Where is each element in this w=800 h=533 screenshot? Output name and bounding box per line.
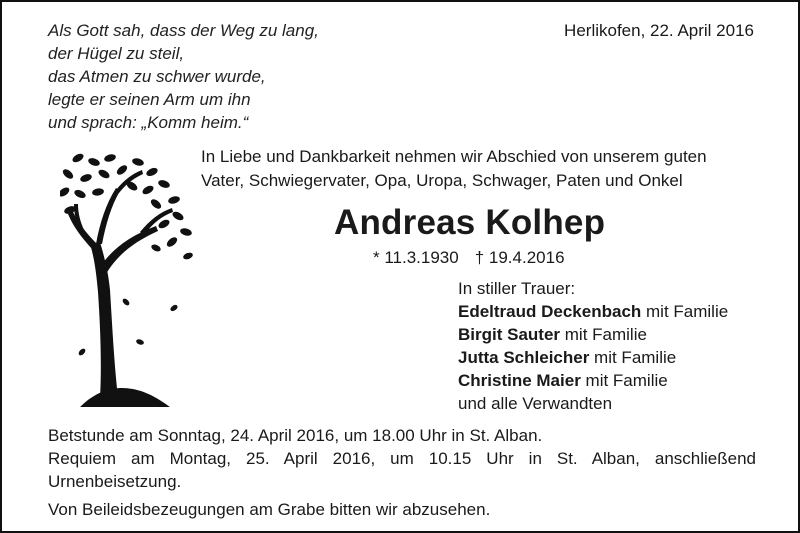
- mourners-heading: In stiller Trauer:: [458, 279, 576, 298]
- mourner-name: Jutta Schleicher: [458, 348, 590, 367]
- poem-line: das Atmen zu schwer wurde,: [48, 67, 266, 86]
- intro-line: In Liebe und Dankbarkeit nehmen wir Abschied von unserem guten: [201, 147, 707, 166]
- poem: [48, 19, 319, 134]
- mourner-name: Christine Maier: [458, 371, 581, 390]
- mourner-suffix: mit Familie: [560, 325, 647, 344]
- poem-line: legte er seinen Arm um ihn: [48, 90, 251, 109]
- mourner-entry: [458, 323, 728, 346]
- mourner-suffix: mit Familie: [641, 302, 729, 321]
- requiem-line: Urnenbeisetzung.: [48, 472, 182, 491]
- intro-text: [201, 145, 707, 193]
- deceased-name: Andreas Kolhep: [334, 203, 606, 242]
- poem-line: und sprach: „Komm heim.“: [48, 113, 249, 132]
- mourner-suffix: mit Familie: [580, 371, 668, 390]
- service-details: [48, 424, 756, 493]
- mourner-entry: [458, 369, 728, 392]
- mourner-entry: [458, 300, 728, 323]
- death-date: † 19.4.2016: [474, 248, 565, 267]
- poem-line: der Hügel zu steil,: [48, 44, 185, 63]
- mourner-entry: [458, 346, 728, 369]
- birth-date: * 11.3.1930: [373, 248, 459, 267]
- place-date: Herlikofen, 22. April 2016: [564, 21, 754, 40]
- mourner-name: Edeltraud Deckenbach: [458, 302, 642, 321]
- mourners-closing: und alle Verwandten: [458, 394, 613, 413]
- requiem-line: Requiem am Montag, 25. April 2016, um 10.15 Uhr in St. Alban, anschließend: [48, 449, 756, 468]
- life-dates: [373, 246, 565, 269]
- closing-note: Von Beileidsbezeugungen am Grabe bitten wir abzusehen.: [48, 500, 491, 519]
- mourners-list: [458, 277, 728, 415]
- poem-line: Als Gott sah, dass der Weg zu lang,: [48, 21, 319, 40]
- tree-icon: [60, 152, 200, 412]
- mourner-name: Birgit Sauter: [458, 325, 561, 344]
- intro-line: Vater, Schwiegervater, Opa, Uropa, Schwager, Paten und Onkel: [201, 171, 683, 190]
- prayer-service: Betstunde am Sonntag, 24. April 2016, um 18.00 Uhr in St. Alban.: [48, 426, 543, 445]
- mourner-suffix: mit Familie: [589, 348, 677, 367]
